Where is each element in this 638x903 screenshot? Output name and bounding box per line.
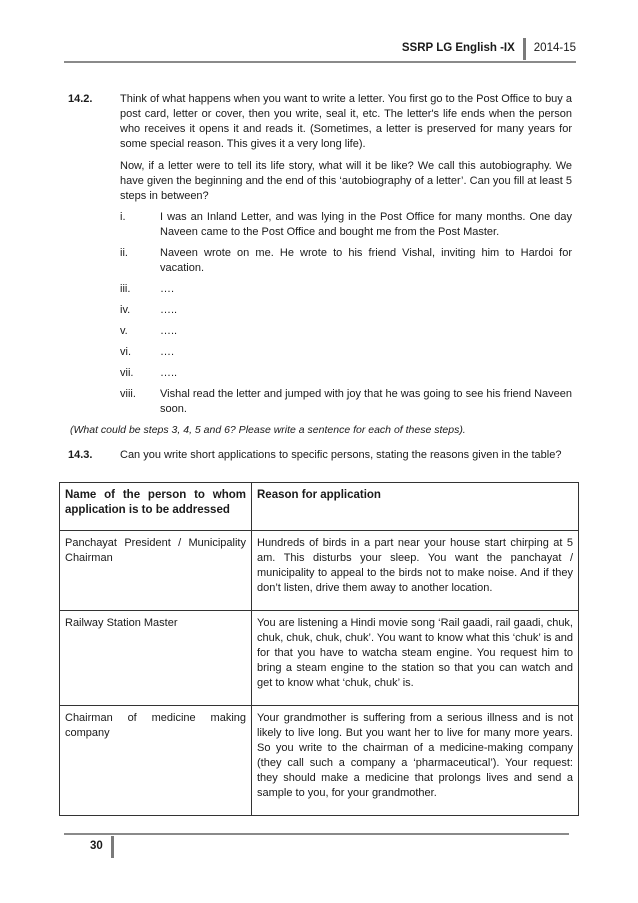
step-number: vi.: [120, 346, 131, 358]
list-item: [120, 282, 572, 297]
question-number: 14.2.: [68, 93, 93, 105]
column-header-name: Name of the person to whom application is to be addressed: [60, 483, 252, 531]
question-intro: Think of what happens when you want to write a letter. You first go to the Post Office to buy a post card, letter or cover, then you write, seal it, etc. The letter's life ends when the person who receives it opens it and reads it. (Sometimes, a letter is preserved for many years for some special reason. This gives it a very long life).: [120, 93, 572, 150]
page-header: [402, 38, 576, 60]
applications-table: [59, 482, 579, 816]
list-item: [120, 210, 572, 240]
step-text: ….: [160, 283, 175, 295]
cell-name: Panchayat President / Municipality Chairman: [60, 531, 252, 611]
list-item: [120, 324, 572, 339]
step-text: Naveen wrote on me. He wrote to his friend Vishal, inviting him to Hardoi for vacation.: [160, 247, 572, 274]
step-text: …..: [160, 367, 178, 379]
question-paragraph: Now, if a letter were to tell its life story, what will it be like? We call this autobiography. We have given the beginning and the end of this ‘autobiography of a letter’. Can you fill at least 5 steps in between?: [120, 160, 572, 202]
step-text: Vishal read the letter and jumped with joy that he was going to see his friend Naveen soon.: [160, 388, 572, 415]
list-item: [120, 366, 572, 381]
footer-rule: [64, 833, 569, 835]
question-14-2: [66, 92, 572, 152]
step-number: ii.: [120, 247, 128, 259]
cell-reason: Hundreds of birds in a part near your house start chirping at 5 am. This disturbs your sleep. You want the panchayat / municipality to appeal to the birds not to make noise. And if they don’t listen, drive them away to another location.: [252, 531, 579, 611]
steps-list: [120, 210, 572, 417]
cell-name: Railway Station Master: [60, 611, 252, 706]
step-number: iv.: [120, 304, 131, 316]
step-text: ….: [160, 346, 175, 358]
footer-separator: [111, 836, 114, 858]
step-number: v.: [120, 325, 128, 337]
cell-reason: Your grandmother is suffering from a serious illness and is not likely to live long. But you want her to live for many more years. So you write to the chairman of a medicine-making company (they call such a company a ‘pharmaceutical’). Your request: they should make a medicine that prolongs lives and send a sample to you, for your grandmother.: [252, 706, 579, 816]
cell-reason: You are listening a Hindi movie song ‘Rail gaadi, rail gaadi, chuk, chuk, chuk, chuk, chuk’. You want to know what this ‘chuk’ is and for that you have to watcha steam engine. You request him to bring a steam engine to the station so that you can watch and get to know what ‘chuk, chuk’ is.: [252, 611, 579, 706]
table-row: [60, 706, 579, 816]
question-number: 14.3.: [68, 449, 93, 461]
step-text: I was an Inland Letter, and was lying in the Post Office for many months. One day Naveen came to the Post Office and bought me from the Post Master.: [160, 211, 572, 238]
table-row: [60, 531, 579, 611]
document-year: 2014-15: [533, 42, 576, 54]
page-footer: [90, 836, 114, 858]
cell-name: Chairman of medicine making company: [60, 706, 252, 816]
step-text: …..: [160, 304, 178, 316]
list-item: [120, 345, 572, 360]
step-number: viii.: [120, 388, 136, 400]
question-text: Can you write short applications to specific persons, stating the reasons given in the table?: [120, 449, 562, 461]
table-row: [60, 611, 579, 706]
page-content: [66, 92, 572, 463]
list-item: [120, 303, 572, 318]
step-text: …..: [160, 325, 178, 337]
question-14-3: [66, 448, 572, 463]
column-header-reason: Reason for application: [252, 483, 579, 531]
step-number: vii.: [120, 367, 134, 379]
step-number: i.: [120, 211, 126, 223]
page-number: 30: [90, 840, 103, 852]
list-item: [120, 246, 572, 276]
table-header-row: [60, 483, 579, 531]
list-item: [120, 387, 572, 417]
header-rule: [64, 61, 576, 63]
instruction-note: (What could be steps 3, 4, 5 and 6? Please write a sentence for each of these steps).: [70, 424, 466, 436]
document-title: SSRP LG English -IX: [401, 42, 515, 54]
step-number: iii.: [120, 283, 131, 295]
